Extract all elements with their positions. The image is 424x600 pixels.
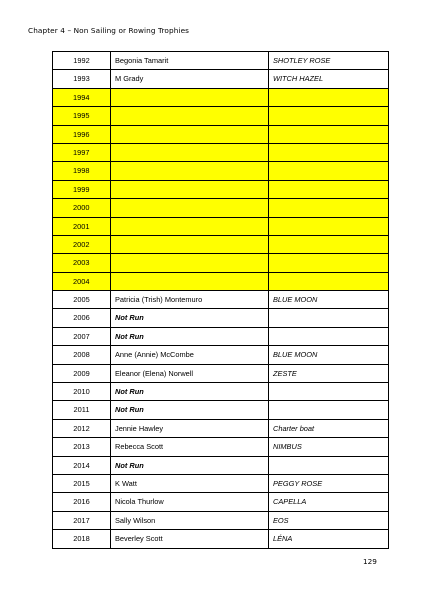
table-row (53, 530, 389, 548)
table-row (53, 254, 389, 272)
table-row (53, 199, 389, 217)
year-cell: 2008 (53, 346, 111, 364)
table-row (53, 474, 389, 492)
year-cell: 1993 (53, 70, 111, 88)
boat-cell (269, 327, 389, 345)
winner-cell (111, 180, 269, 198)
year-cell: 2018 (53, 530, 111, 548)
boat-cell: CAPELLA (269, 493, 389, 511)
winner-cell: M Grady (111, 70, 269, 88)
winners-table-body (53, 52, 389, 549)
boat-cell (269, 125, 389, 143)
boat-cell (269, 180, 389, 198)
boat-cell: NIMBUS (269, 438, 389, 456)
year-cell: 1996 (53, 125, 111, 143)
winner-cell (111, 143, 269, 161)
year-cell: 1992 (53, 52, 111, 70)
table-row (53, 346, 389, 364)
winner-cell: Not Run (111, 456, 269, 474)
winners-table (52, 51, 389, 549)
table-row (53, 511, 389, 529)
winner-cell: Not Run (111, 383, 269, 401)
table-row (53, 143, 389, 161)
year-cell: 2000 (53, 199, 111, 217)
year-cell: 2013 (53, 438, 111, 456)
year-cell: 2014 (53, 456, 111, 474)
table-row (53, 401, 389, 419)
table-row (53, 217, 389, 235)
table-row (53, 419, 389, 437)
table-row (53, 52, 389, 70)
winner-cell (111, 199, 269, 217)
winner-cell (111, 235, 269, 253)
boat-cell (269, 383, 389, 401)
table-row (53, 327, 389, 345)
boat-cell (269, 88, 389, 106)
boat-cell (269, 254, 389, 272)
winner-cell: Eleanor (Elena) Norwell (111, 364, 269, 382)
boat-cell (269, 217, 389, 235)
winner-cell: Not Run (111, 327, 269, 345)
table-row (53, 70, 389, 88)
table-row (53, 309, 389, 327)
winner-cell (111, 272, 269, 290)
boat-cell (269, 401, 389, 419)
table-row (53, 180, 389, 198)
boat-cell (269, 107, 389, 125)
year-cell: 2009 (53, 364, 111, 382)
boat-cell (269, 456, 389, 474)
winner-cell (111, 125, 269, 143)
table-row (53, 383, 389, 401)
winner-cell: Rebecca Scott (111, 438, 269, 456)
winner-cell: Begonia Tamarit (111, 52, 269, 70)
boat-cell (269, 309, 389, 327)
year-cell: 2015 (53, 474, 111, 492)
winner-cell: Jennie Hawley (111, 419, 269, 437)
boat-cell: ZESTE (269, 364, 389, 382)
page-number: 129 (363, 557, 377, 566)
boat-cell (269, 143, 389, 161)
table-row (53, 456, 389, 474)
boat-cell: SHOTLEY ROSE (269, 52, 389, 70)
table-row (53, 88, 389, 106)
year-cell: 2007 (53, 327, 111, 345)
boat-cell: LÉNA (269, 530, 389, 548)
table-row (53, 272, 389, 290)
winner-cell: K Watt (111, 474, 269, 492)
year-cell: 2005 (53, 291, 111, 309)
table-row (53, 107, 389, 125)
boat-cell (269, 162, 389, 180)
winner-cell (111, 254, 269, 272)
winner-cell (111, 107, 269, 125)
year-cell: 1997 (53, 143, 111, 161)
year-cell: 1999 (53, 180, 111, 198)
year-cell: 2016 (53, 493, 111, 511)
table-row (53, 438, 389, 456)
winner-cell: Patricia (Trish) Montemuro (111, 291, 269, 309)
year-cell: 2012 (53, 419, 111, 437)
table-row (53, 125, 389, 143)
year-cell: 2017 (53, 511, 111, 529)
year-cell: 1998 (53, 162, 111, 180)
chapter-header: Chapter 4 – Non Sailing or Rowing Trophies (28, 26, 190, 35)
winner-cell (111, 217, 269, 235)
year-cell: 2010 (53, 383, 111, 401)
table-row (53, 291, 389, 309)
table-row (53, 235, 389, 253)
boat-cell: EOS (269, 511, 389, 529)
year-cell: 2011 (53, 401, 111, 419)
winner-cell: Beverley Scott (111, 530, 269, 548)
boat-cell: BLUE MOON (269, 291, 389, 309)
winner-cell: Sally Wilson (111, 511, 269, 529)
year-cell: 2003 (53, 254, 111, 272)
year-cell: 1995 (53, 107, 111, 125)
boat-cell: Charter boat (269, 419, 389, 437)
winner-cell (111, 88, 269, 106)
boat-cell: PEGGY ROSE (269, 474, 389, 492)
winner-cell: Anne (Annie) McCombe (111, 346, 269, 364)
year-cell: 2002 (53, 235, 111, 253)
boat-cell (269, 272, 389, 290)
year-cell: 1994 (53, 88, 111, 106)
boat-cell (269, 199, 389, 217)
winner-cell (111, 162, 269, 180)
winner-cell: Nicola Thurlow (111, 493, 269, 511)
year-cell: 2006 (53, 309, 111, 327)
boat-cell: BLUE MOON (269, 346, 389, 364)
year-cell: 2001 (53, 217, 111, 235)
boat-cell: WITCH HAZEL (269, 70, 389, 88)
winner-cell: Not Run (111, 401, 269, 419)
winner-cell: Not Run (111, 309, 269, 327)
year-cell: 2004 (53, 272, 111, 290)
boat-cell (269, 235, 389, 253)
table-row (53, 493, 389, 511)
table-row (53, 364, 389, 382)
table-row (53, 162, 389, 180)
